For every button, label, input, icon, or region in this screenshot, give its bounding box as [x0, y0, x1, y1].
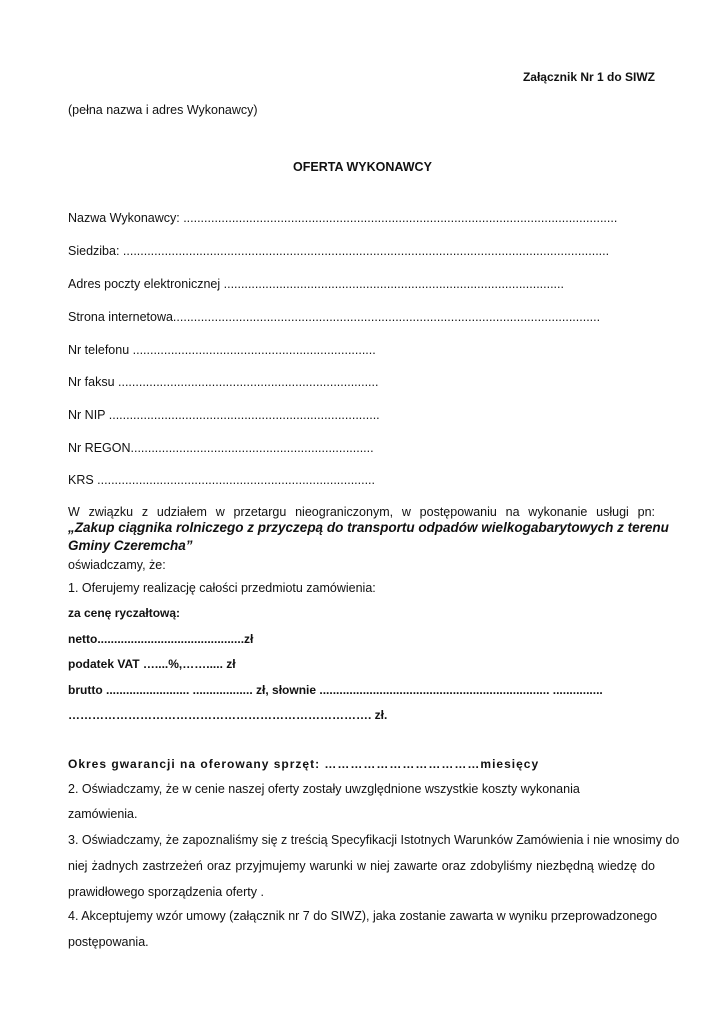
vat-line: podatek VAT …....%,……..... zł [68, 657, 236, 671]
field-seat: Siedziba: ............................................................................................................................................ [68, 244, 610, 258]
offer-point-1: 1. Oferujemy realizację całości przedmiotu zamówienia: [68, 581, 376, 595]
brutto-line: brutto ......................... .................. zł, słownie ..................................................................... ............... [68, 683, 603, 697]
field-contractor-name: Nazwa Wykonawcy: ............................................................................................................................. [68, 211, 618, 225]
warranty-period-line: Okres gwarancji na oferowany sprzęt: ………………………………miesięcy [68, 757, 540, 771]
statement-3-line-3: prawidłowego sporządzenia oferty . [68, 885, 264, 899]
field-website: Strona internetowa........................................................................................................................... [68, 310, 601, 324]
amount-in-words-line: …………………………………………………………………. zł. [68, 708, 388, 722]
statement-4-line-1: 4. Akceptujemy wzór umowy (załącznik nr 7 do SIWZ), jaka zostanie zawarta w wyniku przeprowadzonego [68, 909, 658, 923]
intro-paragraph [68, 504, 655, 520]
statement-4 [68, 908, 658, 950]
field-krs: KRS ................................................................................ [68, 473, 376, 487]
statement-3 [68, 832, 680, 900]
field-fax: Nr faksu ........................................................................... [68, 375, 379, 389]
field-phone: Nr telefonu ...................................................................... [68, 343, 376, 357]
declaration-intro: oświadczamy, że: [68, 558, 166, 572]
statement-2-line-2: zamówienia. [68, 807, 138, 821]
subject-line-1: „Zakup ciągnika rolniczego z przyczepą do transportu odpadów wielkogabarytowych z terenu [68, 520, 669, 535]
field-regon: Nr REGON...................................................................... [68, 441, 374, 455]
annex-label: Załącznik Nr 1 do SIWZ [522, 70, 655, 84]
lump-sum-label: za cenę ryczałtową: [68, 606, 181, 620]
netto-line: netto............................................zł [68, 632, 254, 646]
subject-title [68, 520, 669, 554]
intro-line: W związku z udziałem w przetargu nieograniczonym, w postępowaniu na wykonanie usługi pn: [68, 505, 655, 519]
contractor-name-placeholder: (pełna nazwa i adres Wykonawcy) [68, 103, 258, 117]
field-email: Adres poczty elektronicznej .................................................................................................. [68, 277, 564, 291]
statement-3-line-1: 3. Oświadczamy, że zapoznaliśmy się z treścią Specyfikacji Istotnych Warunków Zamówienia i nie wnosimy do [68, 833, 680, 847]
page-title: OFERTA WYKONAWCY [293, 160, 432, 174]
statement-4-line-2: postępowania. [68, 935, 149, 949]
statement-3-line-2: niej żadnych zastrzeżeń oraz przyjmujemy warunki w niej zawarte oraz zdobyliśmy niezbędną wiedzę do [68, 859, 655, 873]
subject-line-2: Gminy Czeremcha” [68, 538, 193, 553]
statement-2-line-1: 2. Oświadczamy, że w cenie naszej oferty zostały uwzględnione wszystkie koszty wykonania [68, 782, 580, 796]
field-nip: Nr NIP .............................................................................. [68, 408, 380, 422]
